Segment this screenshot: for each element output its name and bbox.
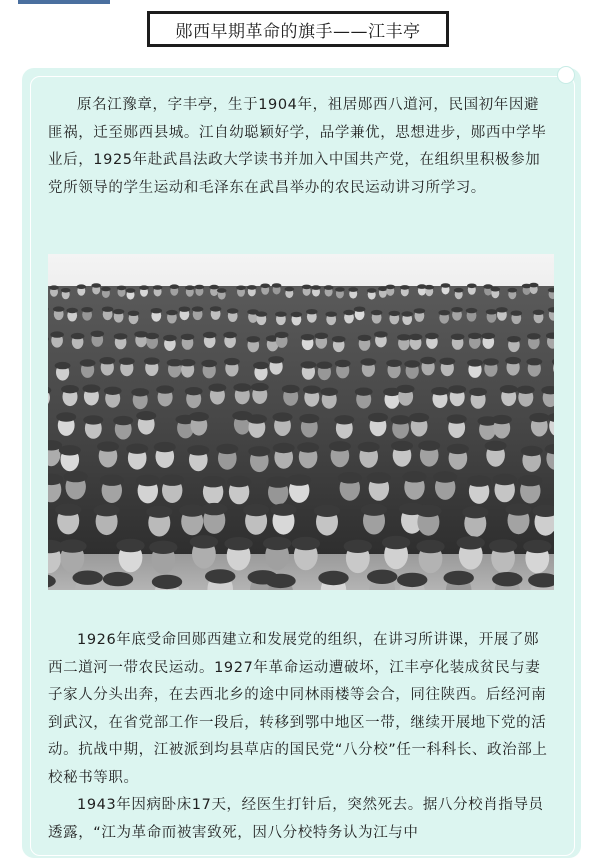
crowd-cap: [160, 475, 184, 486]
crowd-cap: [273, 412, 293, 421]
crowd-cap: [152, 575, 182, 589]
crowd-cap: [397, 334, 411, 340]
crowd-cap: [251, 383, 269, 391]
crowd-cap: [104, 387, 122, 395]
crowd-cap: [467, 359, 483, 366]
crowd-cap: [248, 446, 270, 456]
crowd-cap: [402, 471, 426, 482]
crowd-cap: [529, 413, 549, 422]
crowd-cap: [205, 569, 235, 583]
crowd-cap: [153, 285, 163, 290]
crowd-cap: [151, 308, 163, 313]
crowd-cap: [400, 285, 410, 290]
crowd-cap: [468, 333, 482, 339]
crowd-cap: [131, 388, 149, 396]
crowd-cap: [301, 334, 315, 340]
crowd-cap: [489, 539, 517, 552]
crowd-cap: [77, 284, 87, 289]
article-title: 郧西早期革命的旗手——江丰亭: [176, 17, 421, 42]
crowd-cap: [371, 310, 383, 315]
crowd-cap: [409, 334, 423, 340]
crowd-cap: [358, 442, 380, 452]
crowd-cap: [523, 540, 551, 553]
crowd-cap: [73, 571, 103, 585]
crowd-cap: [209, 384, 227, 392]
crowd-cap: [61, 385, 79, 393]
crowd-cap: [50, 331, 64, 337]
crowd-cap: [270, 504, 296, 516]
crowd-cap: [64, 471, 88, 482]
crowd-cap: [314, 505, 340, 517]
crowd-cap: [55, 503, 81, 515]
crowd-cap: [56, 412, 76, 421]
crowd-cap: [180, 359, 196, 366]
crowd-cap: [466, 308, 478, 313]
crowd-cap: [185, 285, 195, 290]
crowd-cap: [154, 442, 176, 452]
crowd-cap: [116, 539, 144, 552]
crowd-cap: [469, 388, 487, 396]
crowd-cap: [439, 358, 455, 365]
crowd-cap: [441, 283, 451, 288]
crowd-cap: [260, 284, 270, 289]
crowd-cap: [500, 385, 518, 393]
crowd-cap: [444, 571, 474, 585]
crowd-cap: [201, 360, 217, 367]
crowd-cap: [462, 506, 488, 518]
crowd-cap: [424, 285, 434, 290]
article-title-box: [147, 11, 449, 47]
crowd-cap: [66, 308, 78, 313]
crowd-cap: [414, 308, 426, 313]
crowd-cap: [55, 362, 71, 369]
crowd-cap: [185, 387, 203, 395]
crowd-cap: [61, 288, 71, 293]
crowd-cap: [282, 385, 300, 393]
crowd-cap: [146, 506, 172, 518]
crowd-cap: [335, 287, 345, 292]
crowd-cap: [483, 358, 499, 365]
crowd-cap: [209, 285, 219, 290]
paragraph-intro: 原名江豫章，字丰亭，生于1904年，祖居郧西八道河，民国初年因避匪祸，迁至郧西县城。江自幼聪颖好学，品学兼优，思想进步，郧西中学毕业后，1925年赴武昌法政大学读书并加入中国共产党，在组织里积极参加党所领导的学生运动和毛泽东在武昌举办的农民运动讲习所学习。: [48, 92, 554, 202]
crowd-cap: [91, 331, 105, 337]
crowd-cap: [391, 415, 411, 424]
crowd-cap: [201, 503, 227, 515]
crowd-cap: [285, 287, 295, 292]
crowd-cap: [71, 333, 85, 339]
crowd-cap: [505, 357, 521, 364]
crowd-cap: [275, 312, 287, 317]
crowd-cap: [311, 285, 321, 290]
crowd-cap: [273, 443, 295, 453]
crowd-cap: [518, 475, 542, 486]
crowd-cap: [217, 288, 227, 293]
crowd-cap: [415, 505, 441, 517]
crowd-cap: [438, 310, 450, 315]
crowd-cap: [386, 360, 402, 367]
crowd-cap: [355, 388, 373, 396]
crowd-cap: [485, 441, 507, 451]
crowd-cap: [91, 283, 101, 288]
crowd-cap: [508, 288, 518, 293]
crowd-cap: [187, 445, 209, 455]
crowd-cap: [338, 472, 362, 483]
crowd-cap: [139, 285, 149, 290]
crowd-cap: [195, 285, 205, 290]
crowd-cap: [457, 536, 485, 549]
crowd-cap: [367, 472, 391, 483]
crowd-cap: [83, 384, 101, 392]
crowd-cap: [324, 285, 334, 290]
crowd-cap: [496, 307, 508, 312]
crowd-cap: [81, 307, 93, 312]
crowd-cap: [329, 441, 351, 451]
crowd-cap: [433, 471, 457, 482]
crowd-cap: [301, 361, 317, 368]
crowd-cap: [203, 332, 217, 338]
crowd-cap: [302, 285, 312, 290]
crowd-cap: [404, 360, 420, 367]
crowd-cap: [170, 284, 180, 289]
crowd-cap: [149, 541, 177, 554]
crowd-cap: [253, 362, 269, 369]
crowd-cap: [431, 387, 449, 395]
crowd-cap: [201, 476, 225, 487]
crowd-cap: [409, 413, 429, 422]
crowd-cap: [361, 358, 377, 365]
crowd-cap: [344, 540, 372, 553]
crowd-cap: [190, 535, 218, 548]
crowd-cap: [126, 288, 136, 293]
crowd-cap: [236, 286, 246, 291]
crowd-cap: [482, 333, 496, 339]
crowd-cap: [227, 476, 251, 487]
crowd-cap: [391, 441, 413, 451]
crowd-cap: [292, 537, 320, 550]
crowd-cap: [97, 441, 119, 451]
crowd-cap: [425, 333, 439, 339]
crowd-cap: [348, 287, 358, 292]
crowd-cap: [126, 444, 148, 454]
group-photo-icon: [48, 254, 554, 590]
crowd-cap: [156, 385, 174, 393]
crowd-cap: [166, 310, 178, 315]
crowd-cap: [224, 358, 240, 365]
crowd-cap: [451, 334, 465, 340]
crowd-cap: [511, 311, 523, 316]
crowd-cap: [521, 446, 543, 456]
crowd-cap: [272, 283, 282, 288]
crowd-cap: [113, 309, 125, 314]
crowd-cap: [58, 539, 86, 552]
crowd-cap: [320, 388, 338, 396]
crowd-cap: [100, 475, 124, 486]
crowd-cap: [101, 287, 111, 292]
paragraph-1943: 1943年因病卧床17天，经医生打针后，突然死去。据八分校肖指导员透露，“江为革命而被害致死，因八分校特务认为江与中: [48, 792, 554, 847]
crowd-cap: [83, 415, 103, 424]
crowd-cap: [493, 474, 517, 485]
crowd-cap: [367, 288, 377, 293]
crowd-cap: [233, 383, 251, 391]
crowd-cap: [223, 332, 237, 338]
crowd-cap: [447, 444, 469, 454]
crowd-cap: [266, 476, 290, 487]
crowd-cap: [243, 504, 269, 516]
crowd-cap: [297, 442, 319, 452]
crowd-cap: [49, 285, 59, 290]
crowd-cap: [332, 336, 346, 342]
crowd-cap: [287, 474, 311, 485]
crowd-cap: [334, 415, 354, 424]
crowd-cap: [386, 285, 396, 290]
crowd-cap: [227, 308, 239, 313]
paragraph-1926: 1926年底受命回郧西建立和发展党的组织，在讲习所讲课，开展了郧西二道河一带农民运动。1927年革命运动遭破坏，江丰亭化装成贫民与妻子家人分头出奔，在去西北乡的途中同林雨楼等会合，同往陕西。后经河南到武汉，在省党部工作一段后，转移到鄂中地区一带，继续开展地下党的活动。抗战中期，江被派到均县草店的国民党“八分校”任一科科长、政治部上校秘书等职。: [48, 627, 554, 792]
crowd-cap: [401, 311, 413, 316]
crowd-cap: [303, 386, 321, 394]
crowd-cap: [397, 385, 415, 393]
crowd-cap: [117, 286, 127, 291]
crowd-cap: [517, 386, 535, 394]
crowd-cap: [416, 540, 444, 553]
crowd-cap: [486, 309, 498, 314]
crowd-cap: [265, 574, 295, 588]
crowd-cap: [397, 573, 427, 587]
crowd-cap: [505, 503, 531, 515]
crowd-cap: [507, 336, 521, 342]
crowd-cap: [529, 283, 539, 288]
crowd-cap: [306, 309, 318, 314]
crowd-cap: [163, 335, 177, 341]
crowd-cap: [335, 360, 351, 367]
crowd-cap: [192, 306, 204, 311]
crowd-cap: [256, 311, 268, 316]
crowd-cap: [145, 333, 159, 339]
crowd-cap: [119, 358, 135, 365]
crowd-cap: [144, 357, 160, 364]
crowd-cap: [367, 570, 397, 584]
crowd-cap: [447, 414, 467, 423]
crowd-cap: [451, 307, 463, 312]
crowd-cap: [492, 415, 512, 424]
crowd-cap: [136, 411, 156, 420]
crowd-cap: [389, 311, 401, 316]
crowd-cap: [420, 357, 436, 364]
crowd-cap: [275, 332, 289, 338]
crowd-cap: [467, 475, 491, 486]
crowd-cap: [491, 287, 501, 292]
crowd-cap: [224, 537, 252, 550]
crowd-cap: [448, 385, 466, 393]
crowd-cap: [103, 572, 133, 586]
crowd-cap: [179, 307, 191, 312]
crowd-cap: [80, 359, 96, 366]
crowd-cap: [318, 571, 348, 585]
crowd-cap: [492, 572, 522, 586]
crowd-cap: [374, 331, 388, 337]
crowd-cap: [216, 444, 238, 454]
crowd-cap: [247, 414, 267, 423]
crowd-cap: [136, 475, 160, 486]
crowd-cap: [299, 414, 319, 423]
crowd-cap: [113, 416, 133, 425]
crowd-cap: [59, 445, 81, 455]
crowd-cap: [189, 412, 209, 421]
crowd-cap: [361, 504, 387, 516]
crowd-cap: [53, 306, 65, 311]
crowd-cap: [467, 284, 477, 289]
crowd-cap: [210, 306, 222, 311]
crowd-cap: [454, 288, 464, 293]
crowd-cap: [354, 307, 366, 312]
crowd-cap: [526, 358, 542, 365]
corner-circle-icon: [557, 66, 575, 84]
crowd-cap: [315, 333, 329, 339]
crowd-cap: [94, 504, 120, 516]
crowd-cap: [114, 333, 128, 339]
crowd-cap: [358, 335, 372, 341]
crowd-cap: [291, 312, 303, 317]
crowd-cap: [179, 504, 205, 516]
crowd-cap: [533, 310, 545, 315]
crowd-cap: [382, 536, 410, 549]
crowd-cap: [343, 310, 355, 315]
crowd-cap: [317, 362, 333, 369]
crowd-cap: [527, 333, 541, 339]
top-accent-bar: [18, 0, 110, 4]
crowd-cap: [99, 357, 115, 364]
crowd-cap: [368, 413, 388, 422]
crowd-cap: [247, 285, 257, 290]
crowd-cap: [247, 336, 261, 342]
crowd-cap: [128, 311, 140, 316]
crowd-cap: [181, 334, 195, 340]
crowd-cap: [418, 441, 440, 451]
crowd-cap: [102, 307, 114, 312]
historical-group-photo[interactable]: [48, 254, 554, 590]
crowd-cap: [325, 312, 337, 317]
crowd-cap: [263, 537, 291, 550]
crowd-cap: [268, 356, 284, 363]
